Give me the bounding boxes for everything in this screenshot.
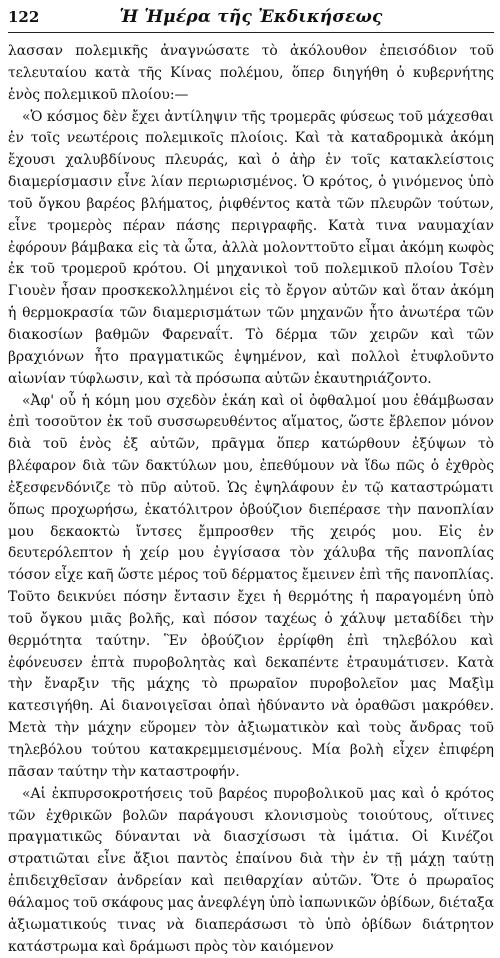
running-title: Ἡ Ἡμέρα τῆς Ἐκδικήσεως — [119, 7, 383, 27]
paragraph-quote-2: «Ἀφ' οὗ ἡ κόμη μου σχεδὸν ἐκάη καὶ οἱ ὀφθαλμοί μου ἐθάμβωσαν ἐπὶ τοσοῦτον ἐκ τοῦ συσσωρευθέντος αἵματος, ὥστε ἔβλεπον μόνον διὰ τοῦ ἑνὸς ἐξ αὐτῶν, πρᾶγμα ὅπερ κατώρθουν ἐξύψων τὸ βλέφαρον διὰ τῶν δακτύλων μου, ἐπεθύμουν νὰ ἴδω πῶς ὁ ἐχθρὸς ἐξεσφενδόνιζε τὸ πῦρ αὐτοῦ. Ὡς ἐψηλάφουν ἐν τῷ καταστρώματι ὅπως προχωρήσω, ἐκατόλιτρον ὀβούζιον διεπέρασε τὴν πανοπλίαν μου δεκαοκτὼ ἴντσες ἔμπροσθεν τῆς χειρός μου. Εἰς ἐν δευτερόλεπτον ἡ χείρ μου ἐγγίσασα τὸν χάλυβα τῆς πανοπλίας τόσον εἶχε καῆ ὥστε μέρος τοῦ δέρματος ἔμεινεν ἐπὶ τῆς πανοπλίας. Τοῦτο δεικνύει πόσην ἔντασιν ἔχει ἡ θερμότης ἡ παραγομένη ὑπὸ τοῦ ὄγκου μιᾶς βολῆς, καὶ πόσον ταχέως ὁ χάλυψ μεταδίδει τὴν θερμότητα ταύτην. Ἓν ὀβούζιον ἐρρίφθη ἐπὶ τηλεβόλου καὶ ἐφόνευσεν ἑπτὰ πυροβολητὰς καὶ δεκαπέντε ἐτραυμάτισεν. Κατὰ τὴν ἔναρξιν τῆς μάχης τὸ πρωραῖον πυροβολεῖον μας Μαξὶμ κατεσιγήθη. Αἱ διανοιγεῖσαι ὀπαὶ ἠδύναντο νὰ ὁραθῶσι μακρόθεν. Μετὰ τὴν μάχην εὕρομεν τὸν ἀξιωματικὸν καὶ τοὺς ἄνδρας τοῦ τηλεβόλου τούτου κατακρεμμεισμένους. Μία βολὴ εἶχεν ἐπιφέρη πᾶσαν ταύτην τὴν καταστροφήν. — [8, 392, 494, 780]
body-text — [8, 41, 494, 958]
running-head — [8, 6, 494, 33]
paragraph-quote-1: «Ὁ κόσμος δὲν ἔχει ἀντίληψιν τῆς τρομερᾶς φύσεως τοῦ μάχεσθαι ἐν τοῖς νεωτέροις πολεμικοῖς πλοίοις. Καὶ τὰ καταδρομικὰ ἀκόμη ἔχουσι χαλυβδίνους πλευράς, καὶ ὁ ἀὴρ ἐν τοῖς κατακλείστοις διαμερίσμασιν εἶνε λίαν περιωρισμένος. Ὁ κρότος, ὁ γινόμενος ὑπὸ τοῦ ὄγκου βαρέος βλήματος, ῥιφθέντος κατὰ τῶν πλευρῶν τούτων, εἶνε τρομερὸς πέραν πάσης περιγραφῆς. Κατὰ τινα ναυμαχίαν ἐφόρουν βάμβακα εἰς τὰ ὦτα, ἀλλὰ μολονττοῦτο εἶμαι ἀκόμη κωφὸς ἐκ τοῦ τρομεροῦ κρότου. Οἱ μηχανικοὶ τοῦ πολεμικοῦ πλοίου Τσὲν Γιουὲν ἦσαν προσκεκολλημένοι εἰς τὸ ἔργον αὐτῶν καὶ ὅταν ἀκόμη ἡ θερμοκρασία τῶν διαμερισμάτων τῶν μηχανῶν ἦτο ἀνωτέρα τῶν διακοσίων βαθμῶν Φαρεναΐτ. Τὸ δέρμα τῶν χειρῶν καὶ τῶν βραχιόνων ἦτο πραγματικῶς ἐψημένον, καὶ πολλοὶ ἐτυφλοῦντο αἰωνίαν τύφλωσιν, καὶ τὰ πρόσωπα αὐτῶν ἐκαυτηριάζοντο. — [8, 108, 494, 387]
paragraph-continuation: λασσαν πολεμικῆς ἀναγνώσατε τὸ ἀκόλουθον ἐπεισόδιον τοῦ τελευταίου κατὰ τῆς Κίνας πολέμου, ὅπερ διηγήθη ὁ κυβερνήτης ἑνὸς πολεμικοῦ πλοίου:— — [8, 43, 494, 103]
page-number: 122 — [8, 8, 40, 26]
book-page — [8, 6, 494, 958]
paragraph-quote-3: «Αἱ ἐκπυρσοκροτήσεις τοῦ βαρέος πυροβολικοῦ μας καὶ ὁ κρότος τῶν ἐχθρικῶν βολῶν παράγουσι κλονισμοὺς τοιούτους, οἵτινες πραγματικῶς δύνανται νὰ διασχίσωσι τὰ ἱμάτια. Οἱ Κινέζοι στρατιῶται εἶνε ἄξιοι παντὸς ἐπαίνου διὰ τὴν ἐν τῇ μάχῃ ταύτῃ ἐπιδειχθεῖσαν ἀνδρείαν καὶ πειθαρχίαν αὐτῶν. Ὅτε ὁ πρωραῖος θάλαμος τοῦ σκάφους μας ἀνεφλέγη ὑπὸ ἰαπωνικῶν ὀβίδων, διέταξα ἀξιωματικούς τινας νὰ διαπεράσωσι τὸ ὑπὸ ὀβίδων διάτρητον κατάστρωμα καὶ δράμωσι πρὸς τὸν καιόμενον — [8, 785, 494, 955]
